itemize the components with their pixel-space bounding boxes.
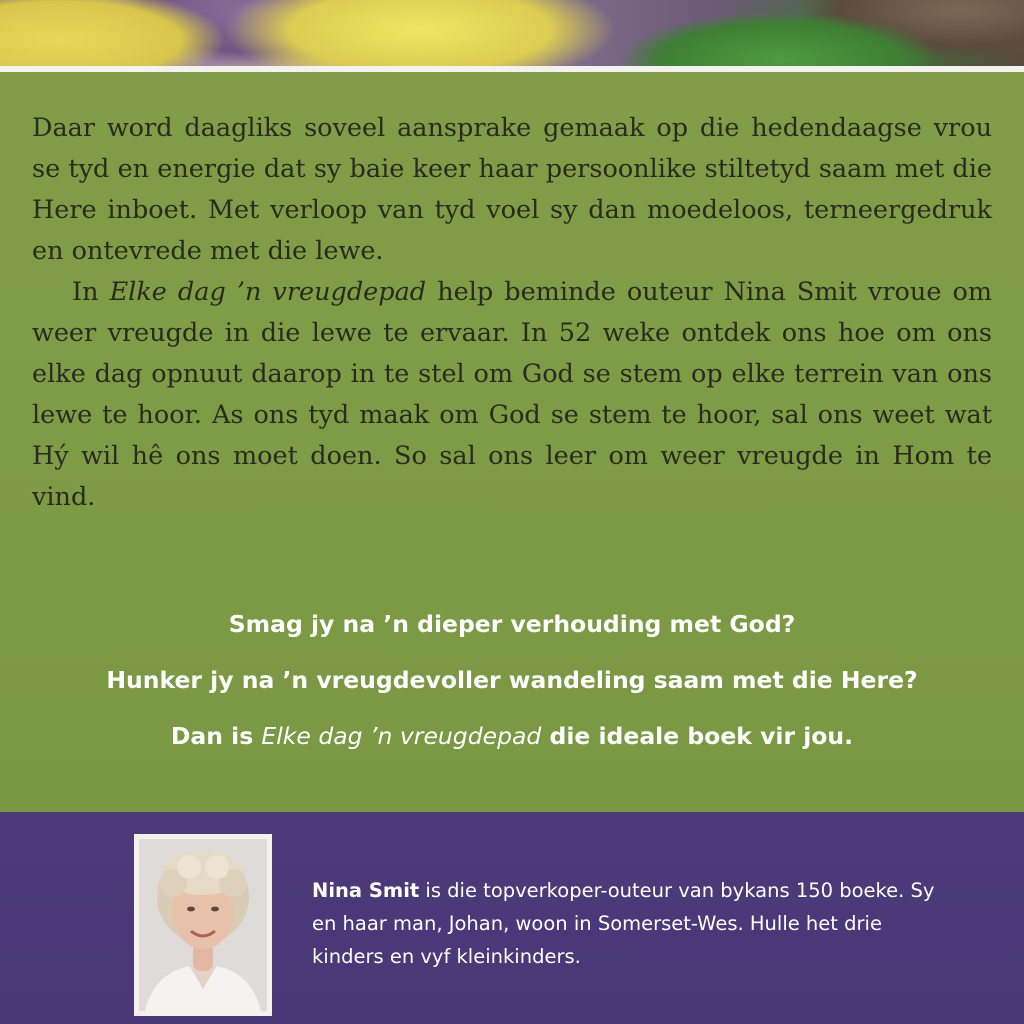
- book-title-inline: Elke dag ’n vreugdepad: [109, 277, 427, 307]
- blurb-paragraph-2-prefix: In: [72, 277, 110, 307]
- callout-book-title: Elke dag ’n vreugdepad: [261, 722, 542, 750]
- blurb-text: [32, 108, 992, 518]
- callout-line-1: Smag jy na ’n dieper verhouding met God?: [228, 610, 796, 638]
- author-photo-frame: [134, 834, 272, 1016]
- blurb-paragraph-1: Daar word daagliks soveel aansprake gemaak op die hedendaagse vrou se tyd en energie dat sy baie keer haar persoonlike stiltetyd saam met die Here inboet. Met verloop van tyd voel sy dan moedeloos, terneergedruk en ontevrede met die lewe.: [32, 113, 992, 266]
- author-portrait-icon: [139, 839, 267, 1011]
- author-photo: [139, 839, 267, 1011]
- author-bio-text: is die topverkoper-outeur van bykans 150 boeke. Sy en haar man, Johan, woon in Somerset-Wes. Hulle het drie kinders en vyf kleinkinders.: [312, 879, 935, 968]
- callout-line-3: [0, 708, 1024, 764]
- callout-line-3-suffix: die ideale boek vir jou.: [541, 722, 854, 750]
- blurb-paragraph-2-rest: help beminde outeur Nina Smit vroue om weer vreugde in die lewe te ervaar. In 52 weke ontdek ons hoe om ons elke dag opnuut daarop in te stel om God se stem op elke terrein van ons lewe te hoor. As ons tyd maak om God se stem te hoor, sal ons weet wat Hý wil hê ons moet doen. So sal ons leer om weer vreugde in Hom te vind.: [32, 277, 992, 512]
- callout-line-3-prefix: Dan is: [170, 722, 262, 750]
- author-bio: [312, 874, 952, 973]
- author-name: Nina Smit: [312, 879, 420, 902]
- cover-painting-strip: [0, 0, 1024, 66]
- callout-line-2: Hunker jy na ’n vreugdevoller wandeling saam met die Here?: [106, 666, 918, 694]
- callout-questions: [0, 596, 1024, 764]
- blurb-paragraph-2: [32, 272, 992, 518]
